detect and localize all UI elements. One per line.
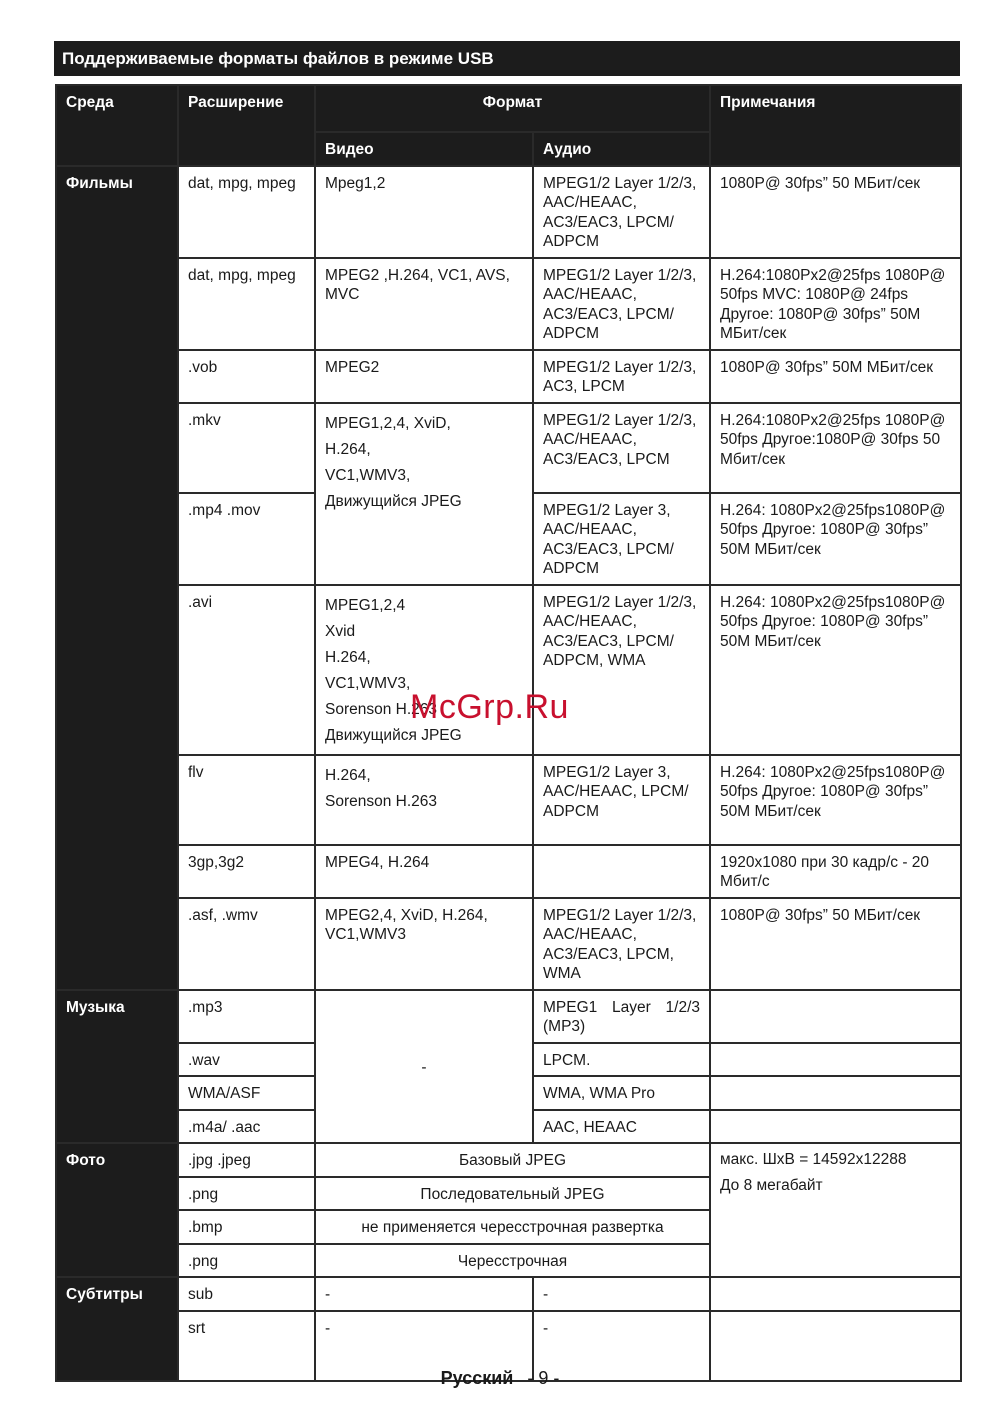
page-title: Поддерживаемые форматы файлов в режиме USB — [54, 41, 960, 76]
photo-note: До 8 мегабайт — [720, 1177, 823, 1194]
page-footer — [0, 1368, 1000, 1389]
notes-cell — [710, 1043, 961, 1077]
audio-cell: MPEG1/2 Layer 1/2/3, AAC/HEAAC, AC3/EAC3, LPCM — [533, 403, 710, 493]
ext-cell: dat, mpg, mpeg — [178, 166, 315, 258]
notes-cell — [710, 1076, 961, 1110]
ext-cell: .wav — [178, 1043, 315, 1077]
category-movies: Фильмы — [56, 166, 178, 990]
audio-cell: - — [533, 1277, 710, 1311]
ext-cell: WMA/ASF — [178, 1076, 315, 1110]
video-cell: MPEG2 ,H.264, VC1, AVS, MVC — [315, 258, 533, 350]
table-row — [56, 990, 961, 1043]
format-cell: Последовательный JPEG — [315, 1177, 710, 1211]
table-row — [56, 845, 961, 898]
category-subtitles: Субтитры — [56, 1277, 178, 1381]
ext-cell: .mkv — [178, 403, 315, 493]
notes-cell: H.264: 1080Px2@25fps1080P@ 50fps Другое: 1080P@ 30fps” 50M МБит/сек — [710, 493, 961, 585]
ext-cell: .mp4 .mov — [178, 493, 315, 585]
format-cell: Базовый JPEG — [315, 1143, 710, 1177]
video-line: Sorenson H.263 — [325, 792, 438, 810]
header-extension: Расширение — [178, 85, 315, 166]
video-cell: Mpeg1,2 — [315, 166, 533, 258]
audio-cell: LPCM. — [533, 1043, 710, 1077]
audio-cell: WMA, WMA Pro — [533, 1076, 710, 1110]
video-line: VC1,WMV3, — [325, 674, 411, 692]
audio-cell — [533, 845, 710, 898]
notes-cell: 1080P@ 30fps” 50 МБит/сек — [710, 898, 961, 990]
header-media: Среда — [56, 85, 178, 166]
video-cell: - — [315, 990, 533, 1144]
video-cell: MPEG2 — [315, 350, 533, 403]
audio-cell: MPEG1/2 Layer 3, AAC/HEAAC, AC3/EAC3, LPCM/ ADPCM — [533, 493, 710, 585]
video-line: H.264, — [325, 648, 371, 666]
table-row — [56, 755, 961, 845]
video-line: VC1,WMV3, — [325, 466, 411, 484]
audio-cell: MPEG1/2 Layer 3, AAC/HEAAC, LPCM/ ADPCM — [533, 755, 710, 845]
notes-cell: H.264: 1080Px2@25fps1080P@ 50fps Другое: 1080P@ 30fps” 50M МБит/сек — [710, 585, 961, 755]
category-music: Музыка — [56, 990, 178, 1144]
header-notes: Примечания — [710, 85, 961, 166]
ext-cell: .png — [178, 1177, 315, 1211]
ext-cell: sub — [178, 1277, 315, 1311]
table-row — [56, 1143, 961, 1177]
table-row — [56, 166, 961, 258]
video-line: MPEG1,2,4, XviD, — [325, 414, 451, 432]
ext-cell: dat, mpg, mpeg — [178, 258, 315, 350]
video-cell: MPEG2,4, XviD, H.264, VC1,WMV3 — [315, 898, 533, 990]
category-photo: Фото — [56, 1143, 178, 1277]
video-line: Движущийся JPEG — [325, 492, 462, 510]
video-line: MPEG1,2,4 — [325, 596, 406, 614]
table-row — [56, 258, 961, 350]
ext-cell: .m4a/ .aac — [178, 1110, 315, 1144]
watermark: McGrp.Ru — [410, 688, 569, 726]
header-format: Формат — [315, 85, 710, 132]
notes-cell: H.264: 1080Px2@25fps1080P@ 50fps Другое: 1080P@ 30fps” 50M МБит/сек — [710, 755, 961, 845]
table-row — [56, 1277, 961, 1311]
notes-cell — [710, 1143, 961, 1277]
video-cell: - — [315, 1277, 533, 1311]
notes-cell: H.264:1080Px2@25fps 1080P@ 50fps MVC: 1080P@ 24fps Другое: 1080P@ 30fps” 50M МБит/сек — [710, 258, 961, 350]
notes-cell: H.264:1080Px2@25fps 1080P@ 50fps Другое:1080P@ 30fps 50 Мбит/сек — [710, 403, 961, 493]
table-row — [56, 585, 961, 755]
format-cell: не применяется чересстрочная развертка — [315, 1210, 710, 1244]
notes-cell: 1080P@ 30fps” 50 МБит/сек — [710, 166, 961, 258]
table-row — [56, 898, 961, 990]
notes-cell — [710, 990, 961, 1043]
audio-cell: MPEG1/2 Layer 1/2/3, AAC/HEAAC, AC3/EAC3, LPCM/ ADPCM, WMA — [533, 585, 710, 755]
ext-cell: flv — [178, 755, 315, 845]
video-cell: - — [315, 1311, 533, 1381]
video-line: Xvid — [325, 622, 356, 640]
video-cell — [315, 585, 533, 755]
video-cell: MPEG4, H.264 — [315, 845, 533, 898]
footer-language: Русский — [440, 1368, 514, 1388]
video-cell — [315, 403, 533, 585]
notes-cell: 1080P@ 30fps” 50M МБит/сек — [710, 350, 961, 403]
audio-cell: MPEG1/2 Layer 1/2/3, AAC/HEAAC, AC3/EAC3, LPCM/ ADPCM — [533, 258, 710, 350]
ext-cell: .avi — [178, 585, 315, 755]
ext-cell: srt — [178, 1311, 315, 1381]
formats-table — [55, 84, 962, 1382]
video-cell — [315, 755, 533, 845]
audio-cell: MPEG1 Layer 1/2/3 (MP3) — [533, 990, 710, 1043]
ext-cell: 3gp,3g2 — [178, 845, 315, 898]
audio-cell: AAC, HEAAC — [533, 1110, 710, 1144]
video-line: H.264, — [325, 766, 371, 784]
table-row — [56, 403, 961, 493]
ext-cell: .vob — [178, 350, 315, 403]
header-audio: Аудио — [533, 132, 710, 166]
page-number: - 9 - — [527, 1368, 560, 1388]
ext-cell: .png — [178, 1244, 315, 1278]
ext-cell: .bmp — [178, 1210, 315, 1244]
notes-cell — [710, 1110, 961, 1144]
audio-cell: MPEG1/2 Layer 1/2/3, AC3, LPCM — [533, 350, 710, 403]
photo-note: макс. ШxВ = 14592x12288 — [720, 1151, 907, 1168]
notes-cell: 1920x1080 при 30 кадр/с - 20 Мбит/с — [710, 845, 961, 898]
audio-cell: MPEG1/2 Layer 1/2/3, AAC/HEAAC, AC3/EAC3, LPCM/ ADPCM — [533, 166, 710, 258]
video-line: H.264, — [325, 440, 371, 458]
video-line: Движущийся JPEG — [325, 726, 462, 744]
ext-cell: .jpg .jpeg — [178, 1143, 315, 1177]
table-row — [56, 350, 961, 403]
audio-cell: MPEG1/2 Layer 1/2/3, AAC/HEAAC, AC3/EAC3, LPCM, WMA — [533, 898, 710, 990]
notes-cell — [710, 1277, 961, 1311]
header-video: Видео — [315, 132, 533, 166]
video-line: Sorenson H.263 — [325, 700, 438, 718]
audio-cell: - — [533, 1311, 710, 1381]
ext-cell: .asf, .wmv — [178, 898, 315, 990]
format-cell: Чересстрочная — [315, 1244, 710, 1278]
ext-cell: .mp3 — [178, 990, 315, 1043]
